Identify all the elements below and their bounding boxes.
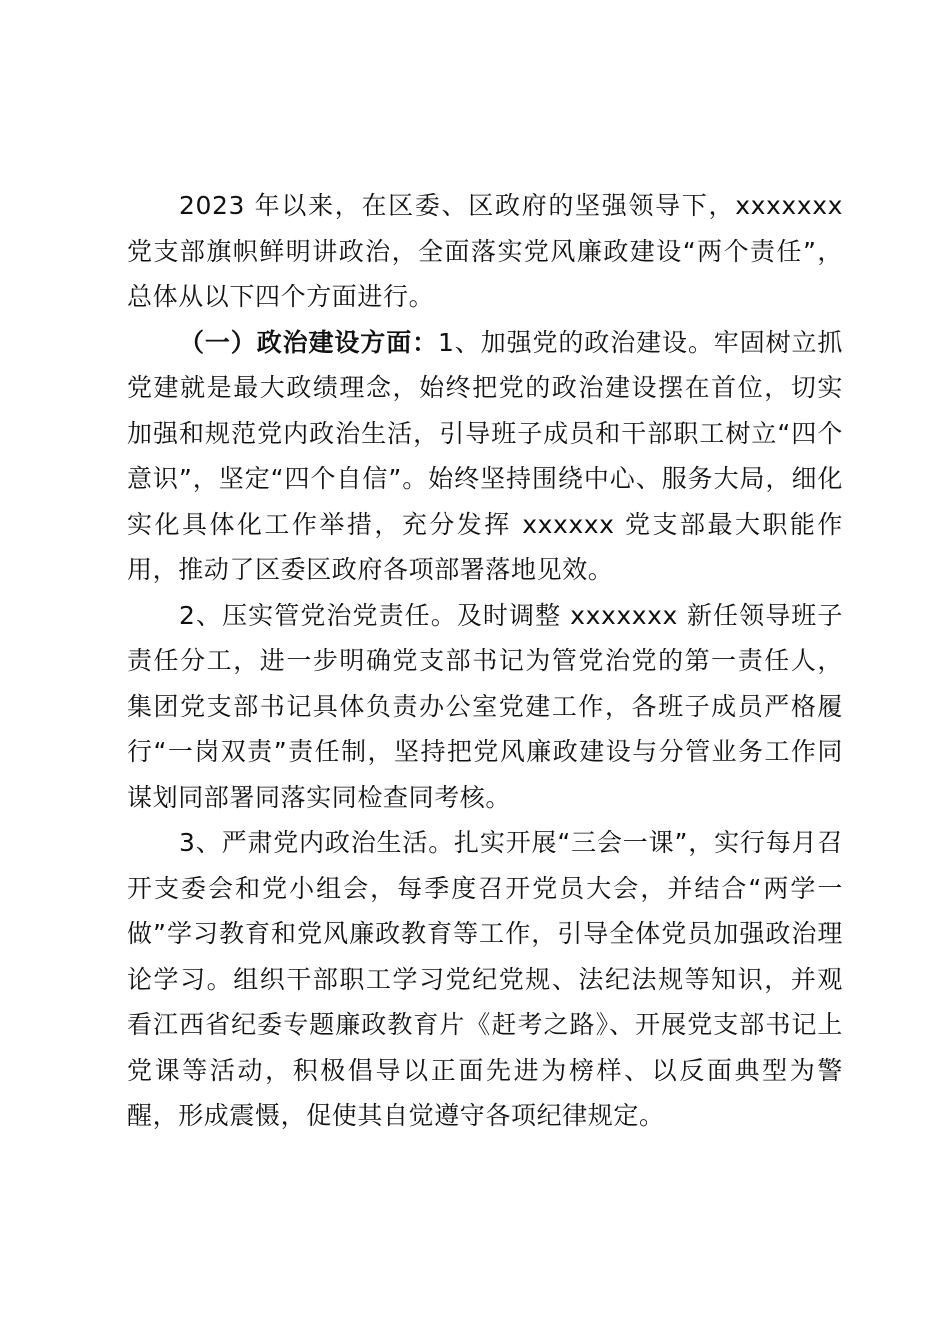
paragraph-intro <box>127 183 843 320</box>
paragraph-party-life-text: 3、严肃党内政治生活。扎实开展“三会一课”，实行每月召开支委会和党小组会，每季度召开党员大会，并结合“两学一做”学习教育和党风廉政教育等工作，引导全体党员加强政治理论学习。组织干部职工学习党纪党规、法纪法规等知识，并观看江西省纪委专题廉政教育片《赶考之路》、开展党支部书记上党课等活动，积极倡导以正面先进为榜样、以反面典型为警醒，形成震慑，促使其自觉遵守各项纪律规定。 <box>127 828 843 1130</box>
paragraph-responsibility <box>127 593 843 821</box>
paragraph-party-life <box>127 820 843 1139</box>
document-body <box>127 183 843 1139</box>
section-heading-political-building: （一）政治建设方面： <box>179 327 438 357</box>
paragraph-intro-text: 2023 年以来，在区委、区政府的坚强领导下，xxxxxxx 党支部旗帜鲜明讲政治，全面落实党风廉政建设“两个责任”，总体从以下四个方面进行。 <box>127 191 843 311</box>
paragraph-political-building-text: 1、加强党的政治建设。牢固树立抓党建就是最大政绩理念，始终把党的政治建设摆在首位，切实加强和规范党内政治生活，引导班子成员和干部职工树立“四个意识”，坚定“四个自信”。始终坚持围绕中心、服务大局，细化实化具体化工作举措，充分发挥 xxxxxx 党支部最大职能作用，推动了区委区政府各项部署落地见效。 <box>127 327 843 584</box>
paragraph-political-building <box>127 320 843 593</box>
paragraph-responsibility-text: 2、压实管党治党责任。及时调整 xxxxxxx 新任领导班子责任分工，进一步明确党支部书记为管党治党的第一责任人，集团党支部书记具体负责办公室党建工作，各班子成员严格履行“一岗双责”责任制，坚持把党风廉政建设与分管业务工作同谋划同部署同落实同检查同考核。 <box>127 600 843 812</box>
